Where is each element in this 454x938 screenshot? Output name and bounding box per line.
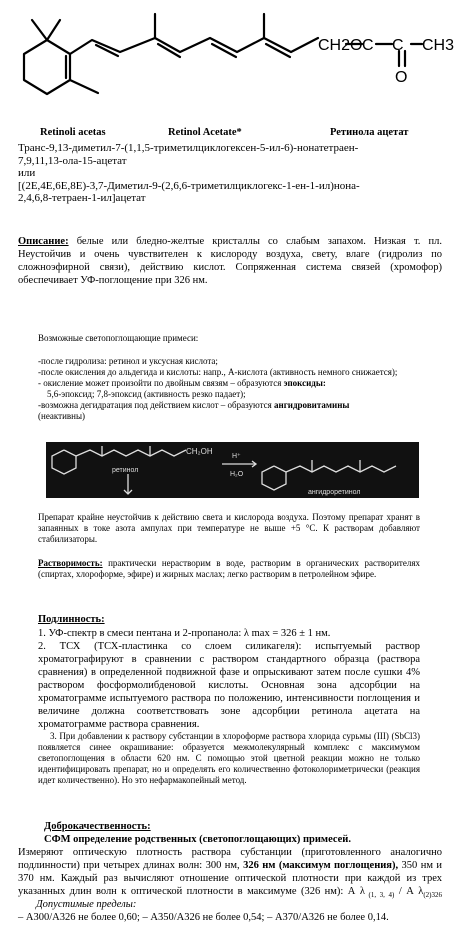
quality-slash: / А λ: [394, 886, 424, 897]
ch3-label: CH3: [422, 37, 454, 54]
impurity-epoxide-list: 5,6-эпоксид; 7,8-эпоксид (активность резко падает);: [47, 389, 246, 399]
quality-paragraph: [18, 846, 442, 911]
quality-text-c: 350 нм и 370 нм. Каждый раз вычисляют отношение оптической плотности при каждой из трех указанных длин волн к оптической плотности в максимуме (326 нм): А λ: [18, 860, 443, 897]
solubility-text: практически нерастворим в воде, растворим в органических растворителях (спиртах, хлороформе, эфире) и жирных маслах; легко растворим в петролейном эфире.: [38, 558, 420, 579]
quality-limits-label: Допустимые пределы:: [36, 899, 137, 910]
quality-sub-2: (2)326: [423, 891, 442, 900]
impurities-block: [38, 333, 420, 422]
systematic-names: [18, 142, 438, 205]
retinol-acetate-structure: [0, 0, 454, 112]
impurity-oxidation: -после окисления до альдегида и кислоты: напр., А-кислота (активность немного снижается);: [38, 367, 398, 377]
quality-heading: Доброкачественность:: [44, 821, 151, 832]
quality-subheading: СФМ определение родственных (светопоглощающих) примесей.: [44, 834, 351, 845]
systematic-line-4: 2,4,6,8-тетраен-1-ил]ацетат: [18, 192, 146, 204]
identity-block: [38, 613, 420, 786]
systematic-line-1: Транс-9,13-диметил-7-(1,1,5-триметилциклогексен-5-ил-6)-нонатетраен-: [18, 142, 359, 154]
systematic-or: или: [18, 167, 36, 179]
impurity-hydrolysis: -после гидролиза: ретинол и уксусная кислота;: [38, 356, 218, 366]
ch2o-label: CH2O: [318, 37, 363, 54]
ester-c-label: C: [362, 37, 374, 54]
solubility-paragraph: [38, 558, 420, 580]
impurity-anhydro-text: -возможна дегидратация под действием кислот – образуются: [38, 400, 275, 410]
scheme-water: H₂O: [230, 471, 244, 478]
drug-names: [0, 127, 454, 141]
quality-text-a: Измеряют оптическую плотность раствора субстанции (приготовленного аналогично подлинности) при четырех длинах волн: 300 нм,: [18, 847, 442, 871]
description-paragraph: [18, 235, 442, 287]
identity-item-uv: 1. УФ-спектр в смеси пентана и 2-пропанола: λ max = 326 ± 1 нм.: [38, 628, 331, 639]
dehydration-scheme-image: [46, 442, 419, 498]
dehydration-scheme-svg: [46, 442, 419, 498]
impurity-anhydro-note: (неактивны): [38, 411, 86, 421]
quality-sub-1: (1, 3, 4): [364, 891, 395, 900]
impurity-epoxide-bold: эпоксиды:: [283, 378, 326, 388]
systematic-line-2: 7,9,11,13-ола-15-ацетат: [18, 154, 127, 167]
identity-item-sbcl3: 3. При добавлении к раствору субстанции в хлороформе раствора хлорида сурьмы (III) (SbCl3) появляется синее окрашивание: образуется межмолекулярный комплекс с максимумом светопоглощения в области 620 нм. С помощью этой цветной реакции можно не только идентифицировать препарат, но и определять его количественно фотоколориметрически (реакция идет количественно). Но это нефармакопейный метод.: [38, 731, 420, 785]
description-text: белые или бледно-желтые кристаллы со слабым запахом. Низкая т. пл. Неустойчив и очень чувствителен к кислороду воздуха, свету, влаге (гидролиз по сложноэфирной связи), действию кислот. Сопряженная система связей (хромофор) обеспечивает УФ-поглощение при 326 нм.: [18, 236, 442, 286]
impurities-title: Возможные светопоглощающие примеси:: [38, 333, 199, 343]
carbonyl-o-label: O: [395, 69, 408, 86]
scheme-left-label: ретинол: [112, 467, 139, 474]
identity-item-tlc: 2. ТСХ (ТСХ-пластинка со слоем силикагеля): испытуемый раствор хроматографируют в сравнении с раствором стандартного образца (раствора сравнения) в определенной подвижной фазе и опрыскивают затем после сушки 4% раствором фосформолибденовой кислоты. Основная зона адсорбции на хроматограмме испытуемого раствора по положению, интенсивности поглощения и величине должна соответствовать зоне адсорбции ретинола ацетата на хроматограмме раствора сравнения.: [38, 641, 420, 730]
scheme-proton: H⁺: [232, 453, 241, 460]
systematic-line-3: [(2E,4E,6E,8E)-3,7-Диметил-9-(2,6,6-триметилциклогекс-1-ен-1-ил)нона-: [18, 179, 360, 192]
quality-block: [18, 820, 442, 924]
quality-text-max: 326 нм (максимум поглощения),: [243, 860, 399, 871]
ester-c2-label: C: [392, 37, 404, 54]
description-heading: Описание:: [18, 236, 69, 247]
quality-limits: – А300/А326 не более 0,60; – А350/А326 не более 0,54; – А370/А326 не более 0,14.: [18, 912, 389, 923]
identity-heading: Подлинность:: [38, 614, 105, 625]
impurity-epoxide-text: - окисление может произойти по двойным связям – образуются: [38, 378, 284, 388]
latin-name: Retinoli acetas: [40, 127, 106, 138]
impurity-anhydro-bold: ангидровитамины: [274, 400, 350, 410]
scheme-right-label: ангидроретинол: [308, 489, 361, 496]
storage-paragraph: Препарат крайне неустойчив к действию света и кислорода воздуха. Поэтому препарат хранят в запаянных в токе азота ампулах при температуре не выше +5 °С. К растворам добавляют стабилизаторы.: [38, 512, 420, 544]
russian-name: Ретинола ацетат: [330, 127, 409, 138]
scheme-left-group: CH₂OH: [186, 447, 213, 456]
english-name: Retinol Acetate*: [168, 127, 242, 138]
solubility-heading: Растворимость:: [38, 558, 103, 568]
